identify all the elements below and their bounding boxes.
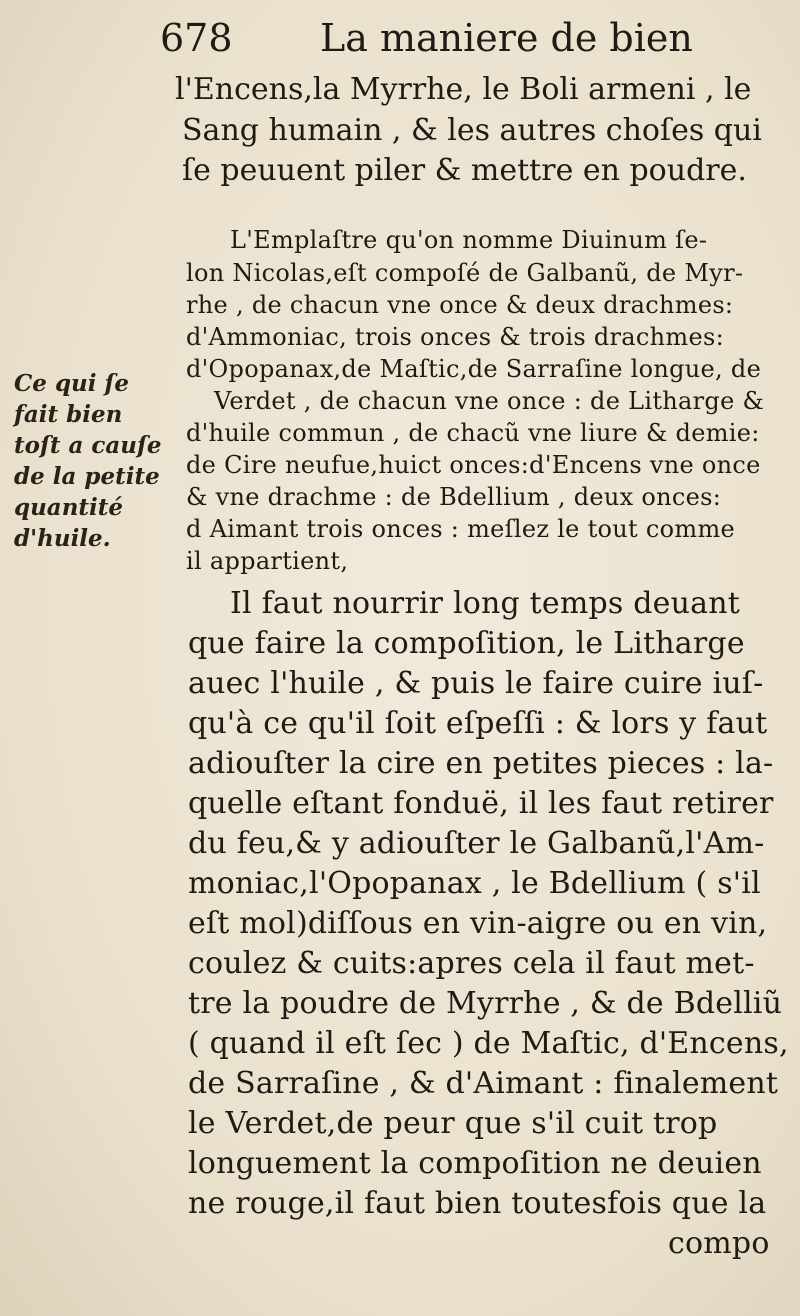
marginal-note-line: quantité xyxy=(14,494,124,521)
text-line: coulez & cuits:apres cela il faut met- xyxy=(188,946,755,981)
catchword: compo xyxy=(668,1226,770,1261)
text-line: lon Nicolas,eſt compoſé de Galbanũ, de Myr- xyxy=(186,259,744,287)
text-line: qu'à ce qu'il ſoit eſpeſſi : & lors y faut xyxy=(188,706,768,741)
text-line: l'Encens,la Myrrhe, le Boli armeni , le xyxy=(175,72,752,107)
page-number: 678 xyxy=(160,16,233,60)
text-line: rhe , de chacun vne once & deux drachmes: xyxy=(186,291,734,319)
running-title: La maniere de bien xyxy=(320,16,693,60)
text-line: moniac,l'Opopanax , le Bdellium ( s'il xyxy=(188,866,761,901)
text-line: d'Opopanax,de Maſtic,de Sarraſine longue, de xyxy=(186,355,762,383)
page-header xyxy=(160,14,780,66)
text-line: ſe peuuent piler & mettre en poudre. xyxy=(182,153,747,188)
text-line: Verdet , de chacun vne once : de Litharge & xyxy=(214,387,765,415)
text-line: & vne drachme : de Bdellium , deux onces: xyxy=(186,483,722,511)
text-line: de Sarraſine , & d'Aimant : finalement xyxy=(188,1066,779,1101)
text-line: tre la poudre de Myrrhe , & de Bdelliũ xyxy=(188,986,783,1021)
text-line: le Verdet,de peur que s'il cuit trop xyxy=(188,1106,718,1141)
text-line: L'Emplaſtre qu'on nomme Diuinum ſe- xyxy=(230,226,708,254)
text-line: Sang humain , & les autres choſes qui xyxy=(182,113,762,148)
text-line: quelle eſtant fonduë, il les faut retirer xyxy=(188,786,774,821)
text-line: auec l'huile , & puis le faire cuire iuſ- xyxy=(188,666,764,701)
text-line: longuement la compoſition ne deuien xyxy=(188,1146,762,1181)
text-line: ( quand il eſt ſec ) de Maſtic, d'Encens, xyxy=(188,1026,789,1061)
text-line: d'huile commun , de chacũ vne liure & demie: xyxy=(186,419,760,447)
text-line: adiouſter la cire en petites pieces : la- xyxy=(188,746,774,781)
text-line: ne rouge,il faut bien toutesfois que la xyxy=(188,1186,767,1221)
marginal-note-line: d'huile. xyxy=(14,525,111,552)
text-line: d Aimant trois onces : meſlez le tout comme xyxy=(186,515,736,543)
marginal-note xyxy=(14,368,184,554)
marginal-note-line: de la petite xyxy=(14,463,160,490)
text-line: d'Ammoniac, trois onces & trois drachmes: xyxy=(186,323,724,351)
text-line: Il faut nourrir long temps deuant xyxy=(230,586,740,621)
text-line: eſt mol)diſſous en vin-aigre ou en vin, xyxy=(188,906,768,941)
marginal-note-line: toſt a cauſe xyxy=(14,432,162,459)
marginal-note-line: fait bien xyxy=(14,401,123,428)
text-line: que faire la compoſition, le Litharge xyxy=(188,626,745,661)
marginal-note-line: Ce qui ſe xyxy=(14,370,130,397)
text-line: il appartient, xyxy=(186,547,349,575)
text-line: de Cire neufue,huict onces:d'Encens vne once xyxy=(186,451,761,479)
text-line: du feu,& y adiouſter le Galbanũ,l'Am- xyxy=(188,826,765,861)
